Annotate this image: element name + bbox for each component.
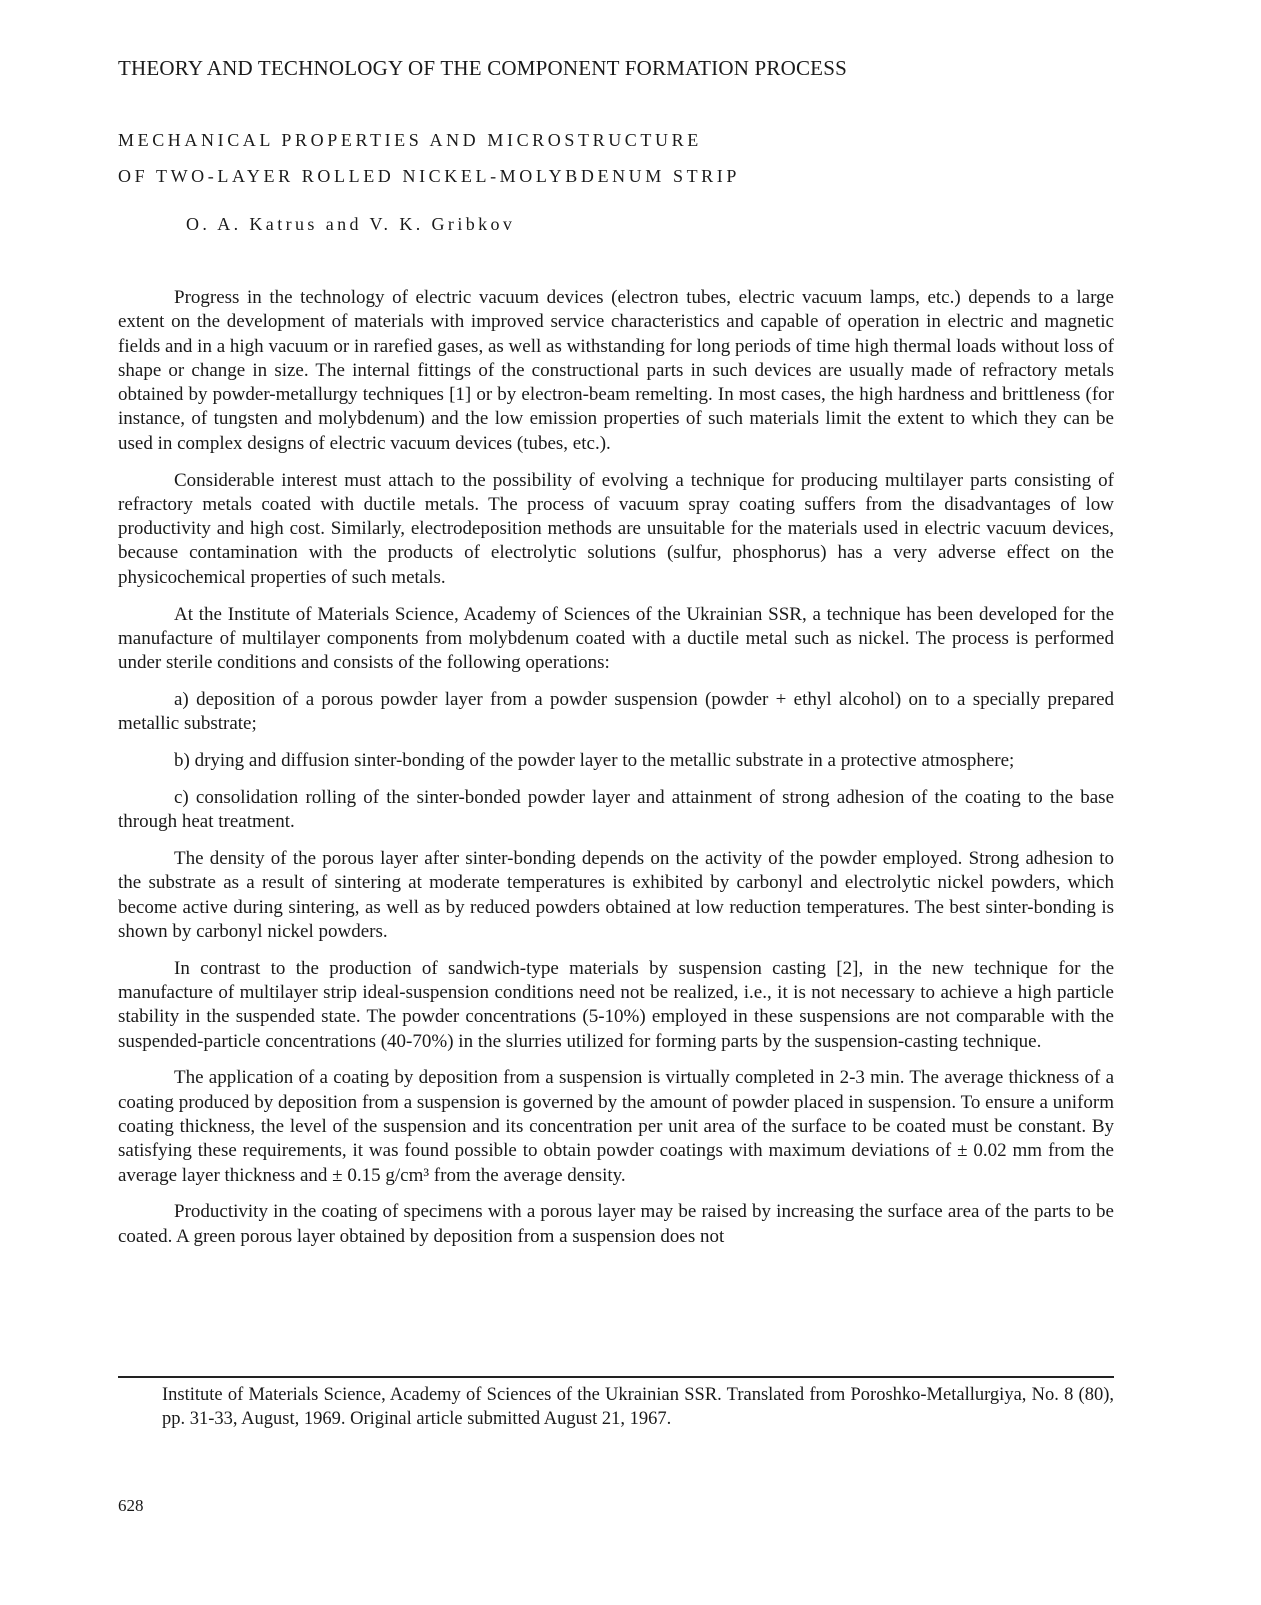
- footnote: Institute of Materials Science, Academy of Sciences of the Ukrainian SSR. Translated from Poroshko-Metallurgiya, No. 8 (80), pp. 31-33, August, 1969. Original article submitted August 21, 1967.: [162, 1385, 1114, 1429]
- list-item-a: a) deposition of a porous powder layer from a powder suspension (powder + ethyl alcohol) on to a specially prepared metallic substrate;: [118, 688, 1114, 735]
- body-paragraph: In contrast to the production of sandwich-type materials by suspension casting [2], in the new technique for the manufacture of multilayer strip ideal-suspension conditions need not be realized, i.e., it is not necessary to achieve a high particle stability in the suspended state. The powder concentrations (5-10%) employed in these suspensions are not comparable with the suspended-particle concentrations (40-70%) in the slurries utilized for forming parts by the suspension-casting technique.: [118, 957, 1114, 1052]
- article-title-line-2: OF TWO-LAYER ROLLED NICKEL-MOLYBDENUM STRIP: [118, 166, 740, 186]
- list-item-b: b) drying and diffusion sinter-bonding of the powder layer to the metallic substrate in a protective atmosphere;: [174, 750, 1015, 772]
- body-paragraph: At the Institute of Materials Science, Academy of Sciences of the Ukrainian SSR, a technique has been developed for the manufacture of multilayer components from molybdenum coated with a ductile metal such as nickel. The process is performed under sterile conditions and consists of the following operations:: [118, 603, 1114, 674]
- article-body: [118, 286, 1114, 1261]
- body-paragraph: Considerable interest must attach to the possibility of evolving a technique for producing multilayer parts consisting of refractory metals coated with ductile metals. The process of vacuum spray coating suffers from the disadvantages of low productivity and high cost. Similarly, electrodeposition methods are unsuitable for the materials used in electric vacuum devices, because contamination with the products of electrolytic solutions (sulfur, phosphorus) has a very adverse effect on the physicochemical properties of such metals.: [118, 469, 1114, 588]
- section-heading: THEORY AND TECHNOLOGY OF THE COMPONENT FORMATION PROCESS: [118, 56, 847, 80]
- list-item-c: c) consolidation rolling of the sinter-bonded powder layer and attainment of strong adhesion of the coating to the base through heat treatment.: [118, 786, 1114, 833]
- body-paragraph: Progress in the technology of electric vacuum devices (electron tubes, electric vacuum lamps, etc.) depends to a large extent on the development of materials with improved service characteristics and capable of operation in electric and magnetic fields and in a high vacuum or in rarefied gases, as well as withstanding for long periods of time high thermal loads without loss of shape or change in size. The internal fittings of the constructional parts in such devices are usually made of refractory metals obtained by powder-metallurgy techniques [1] or by electron-beam remelting. In most cases, the high hardness and brittleness (for instance, of tungsten and molybdenum) and the low emission properties of such materials limit the extent to which they can be used in complex designs of electric vacuum devices (tubes, etc.).: [118, 287, 1114, 454]
- body-paragraph: Productivity in the coating of specimens with a porous layer may be raised by increasing the surface area of the parts to be coated. A green porous layer obtained by deposition from a suspension does not: [118, 1201, 1114, 1247]
- page-number: 628: [118, 1496, 144, 1515]
- body-paragraph: The density of the porous layer after sinter-bonding depends on the activity of the powder employed. Strong adhesion to the substrate as a result of sintering at moderate temperatures is exhibited by carbonyl and electrolytic nickel powders, which become active during sintering, as well as by reduced powders obtained at low reduction temperatures. The best sinter-bonding is shown by carbonyl nickel powders.: [118, 847, 1114, 942]
- article-title-line-1: MECHANICAL PROPERTIES AND MICROSTRUCTURE: [118, 130, 702, 150]
- article-authors: O. A. Katrus and V. K. Gribkov: [186, 214, 516, 234]
- footnote-divider: [118, 1376, 1114, 1378]
- body-paragraph: The application of a coating by deposition from a suspension is virtually completed in 2-3 min. The average thickness of a coating produced by deposition from a suspension is governed by the amount of powder placed in suspension. To ensure a uniform coating thickness, the level of the suspension and its concentration per unit area of the surface to be coated must be constant. By satisfying these requirements, it was found possible to obtain powder coatings with maximum deviations of ± 0.02 mm from the average layer thickness and ± 0.15 g/cm³ from the average density.: [118, 1067, 1114, 1186]
